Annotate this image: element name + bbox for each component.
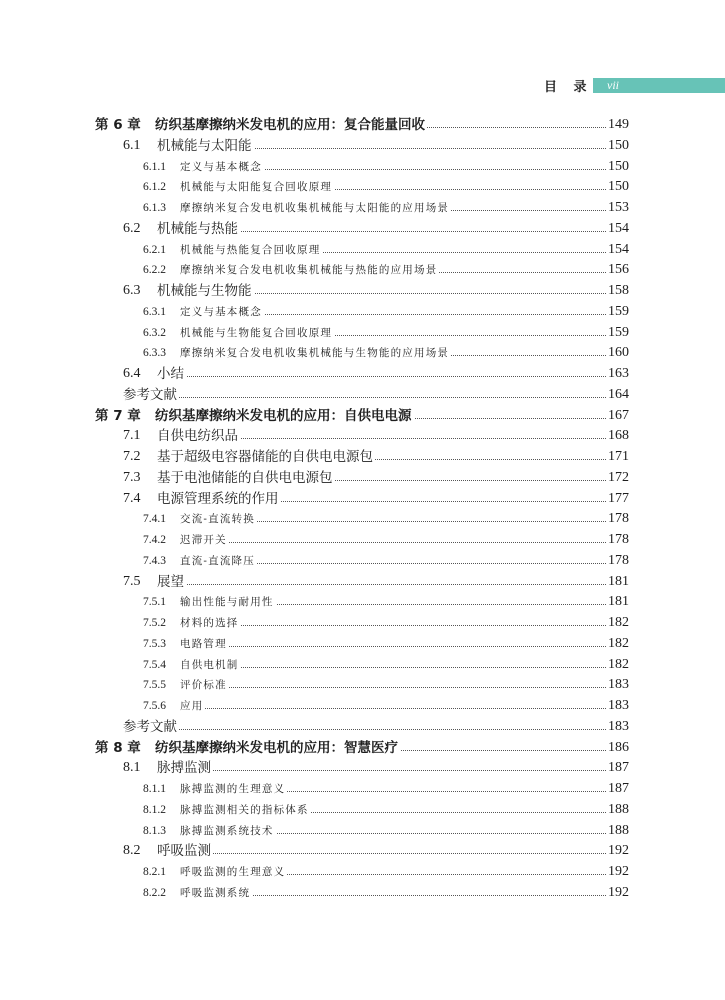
toc-entry-number: 7.4.2 <box>143 534 166 546</box>
toc-entry-section <box>0 136 725 156</box>
toc-entry-subsection <box>0 696 725 716</box>
toc-entry-subsection <box>0 323 725 343</box>
toc-entry-title: 脉搏监测的生理意义 <box>180 779 287 799</box>
toc-entry-page: 187 <box>606 758 629 778</box>
running-header-title: 目 录 <box>544 80 593 95</box>
toc-entry-title: 机械能与热能复合回收原理 <box>180 240 322 260</box>
toc-entry-title: 呼吸监测系统 <box>180 883 252 903</box>
toc-entry-subsection <box>0 883 725 903</box>
toc-entry-subsection <box>0 800 725 820</box>
toc-entry-number: 6.1.2 <box>143 181 166 194</box>
toc-entry-title: 机械能与太阳能 <box>157 137 252 154</box>
toc-entry-page: 192 <box>606 841 629 861</box>
toc-entry-page: 158 <box>606 281 629 301</box>
toc-entry-subsection <box>0 862 725 882</box>
toc-entry-page: 168 <box>606 426 629 446</box>
toc-entry-number: 7.5.5 <box>143 679 166 692</box>
toc-entry-title: 摩擦纳米复合发电机收集机械能与生物能的应用场景 <box>180 343 451 363</box>
toc-entry-title: 直流-直流降压 <box>180 551 257 571</box>
toc-entry-page: 182 <box>606 613 629 633</box>
toc-entry-number: 7.5.3 <box>143 637 166 650</box>
toc-entry-number: 6.3.1 <box>143 305 166 318</box>
toc-entry-subsection <box>0 675 725 695</box>
toc-entry-subsection <box>0 530 725 550</box>
toc-entry-page: 183 <box>606 717 629 737</box>
toc-entry-page: 164 <box>606 385 629 405</box>
toc-entry-page: 186 <box>606 738 629 758</box>
toc-entry-subsection <box>0 634 725 654</box>
toc-entry-chapter <box>0 406 725 426</box>
toc-entry-number: 8.1.2 <box>143 803 166 816</box>
toc-entry-number: 8.1.1 <box>143 783 166 795</box>
toc-entry-section <box>0 219 725 239</box>
toc-entry-title: 呼吸监测 <box>157 843 211 860</box>
toc-entry-number: 6.1 <box>123 137 141 153</box>
toc-entry-number: 7.1 <box>123 428 141 444</box>
dot-leader <box>130 397 628 398</box>
toc-entry-subsection <box>0 302 725 322</box>
toc-entry-page: 178 <box>606 530 629 550</box>
toc-entry-page: 178 <box>606 551 629 571</box>
toc-entry-page: 159 <box>606 323 629 343</box>
toc-entry-title: 纺织基摩擦纳米发电机的应用：智慧医疗 <box>155 739 398 756</box>
toc-entry-page: 192 <box>606 883 629 903</box>
toc-entry-subsection <box>0 551 725 571</box>
toc-entry-number: 6.2.2 <box>143 264 166 277</box>
toc-entry-page: 160 <box>606 343 629 363</box>
toc-entry-page: 150 <box>606 177 629 197</box>
toc-entry-title: 脉搏监测系统技术 <box>180 821 276 841</box>
toc-entry-page: 183 <box>606 675 629 695</box>
toc-entry-page: 154 <box>606 219 629 239</box>
toc-entry-title: 输出性能与耐用性 <box>180 592 276 612</box>
page-number: vii <box>607 78 619 92</box>
toc-entry-title: 自供电机制 <box>180 655 241 675</box>
toc-entry-number: 6.3 <box>123 283 141 298</box>
dot-leader <box>160 376 628 377</box>
toc-entry-number: 第 8 章 <box>95 739 141 756</box>
toc-entry-subsection <box>0 509 725 529</box>
toc-entry-page: 167 <box>606 406 629 426</box>
toc-entry-number: 6.2 <box>123 220 141 236</box>
toc-entry-page: 159 <box>606 302 629 322</box>
toc-entry-page: 153 <box>606 198 629 218</box>
toc-entry-number: 8.2 <box>123 843 141 859</box>
toc-entry-title: 评价标准 <box>180 675 229 695</box>
toc-entry-title: 材料的选择 <box>180 613 241 633</box>
dot-leader <box>185 625 628 626</box>
toc-entry-page: 171 <box>606 447 629 467</box>
toc-entry-title: 定义与基本概念 <box>180 157 264 177</box>
dot-leader <box>185 646 628 647</box>
toc-entry-title: 机械能与热能 <box>157 220 238 237</box>
toc-entry-page: 149 <box>606 115 629 135</box>
toc-entry-page: 187 <box>606 779 629 799</box>
toc-entry-number: 7.5.2 <box>143 617 166 629</box>
toc-entry-number: 7.5.1 <box>143 596 166 609</box>
toc-entry-subsection <box>0 592 725 612</box>
toc-entry-section <box>0 489 725 509</box>
toc-entry-page: 163 <box>606 364 629 384</box>
toc-entry-references <box>0 385 725 405</box>
toc-entry-title: 电路管理 <box>180 634 229 654</box>
toc-entry-section <box>0 447 725 467</box>
toc-entry-number: 6.1.3 <box>143 202 166 214</box>
toc-entry-title: 纺织基摩擦纳米发电机的应用：复合能量回收 <box>155 117 425 133</box>
toc-entry-title: 机械能与太阳能复合回收原理 <box>180 177 334 197</box>
toc-entry-number: 8.1 <box>123 760 141 776</box>
toc-entry-page: 177 <box>606 489 629 509</box>
toc-entry-section <box>0 841 725 861</box>
toc-entry-number: 7.2 <box>123 449 141 464</box>
toc-entry-subsection <box>0 260 725 280</box>
dot-leader <box>160 584 628 585</box>
toc-entry-subsection <box>0 613 725 633</box>
toc-entry-page: 178 <box>606 509 629 529</box>
dot-leader <box>185 667 628 668</box>
toc-entry-title: 呼吸监测的生理意义 <box>180 862 287 882</box>
toc-entry-page: 156 <box>606 260 629 280</box>
dot-leader <box>185 708 628 709</box>
toc-entry-title: 自供电纺织品 <box>157 428 238 445</box>
toc-entry-title: 脉搏监测相关的指标体系 <box>180 800 311 820</box>
toc-entry-section <box>0 281 725 301</box>
toc-entry-page: 181 <box>606 572 629 592</box>
toc-entry-number: 8.2.1 <box>143 866 166 878</box>
toc-entry-page: 192 <box>606 862 629 882</box>
toc-entry-title: 参考文献 <box>123 718 177 735</box>
toc-entry-number: 8.2.2 <box>143 886 166 899</box>
toc-entry-subsection <box>0 157 725 177</box>
toc-entry-chapter <box>0 738 725 758</box>
toc-entry-page: 150 <box>606 157 629 177</box>
toc-entry-page: 172 <box>606 468 629 488</box>
toc-entry-title: 脉搏监测 <box>157 760 211 777</box>
toc-entry-subsection <box>0 198 725 218</box>
toc-entry-page: 154 <box>606 240 629 260</box>
toc-entry-number: 6.3.2 <box>143 326 166 339</box>
toc-entry-number: 7.3 <box>123 469 141 485</box>
toc-entry-page: 182 <box>606 634 629 654</box>
toc-entry-subsection <box>0 821 725 841</box>
toc-entry-page: 150 <box>606 136 629 156</box>
toc-entry-number: 7.5.4 <box>143 658 166 671</box>
toc-entry-title: 小结 <box>157 366 184 382</box>
toc-entry-title: 迟滞开关 <box>180 530 229 550</box>
toc-entry-number: 8.1.3 <box>143 824 166 837</box>
toc-entry-title: 基于电池储能的自供电电源包 <box>157 469 333 486</box>
toc-entry-title: 机械能与生物能 <box>157 283 252 299</box>
toc-entry-title: 交流-直流转换 <box>180 509 257 529</box>
toc-entry-section <box>0 572 725 592</box>
toc-entry-number: 7.5.6 <box>143 700 166 712</box>
toc-entry-page: 182 <box>606 655 629 675</box>
toc-entry-title: 摩擦纳米复合发电机收集机械能与太阳能的应用场景 <box>180 198 451 218</box>
dot-leader <box>185 542 628 543</box>
dot-leader <box>160 770 628 771</box>
toc-entry-number: 6.2.1 <box>143 243 166 256</box>
toc-entry-number: 6.1.1 <box>143 160 166 173</box>
toc-entry-number: 6.3.3 <box>143 347 166 360</box>
toc-entry-number: 7.4.3 <box>143 554 166 567</box>
toc-entry-references <box>0 717 725 737</box>
toc-entry-number: 第 7 章 <box>95 407 141 424</box>
dot-leader <box>160 853 628 854</box>
toc-entry-title: 定义与基本概念 <box>180 302 264 322</box>
toc-entry-title: 参考文献 <box>123 386 177 403</box>
toc-entry-title: 展望 <box>157 573 184 590</box>
toc-entry-title: 应用 <box>180 696 205 716</box>
toc-entry-subsection <box>0 177 725 197</box>
toc-entry-chapter <box>0 115 725 135</box>
toc-entry-number: 7.5 <box>123 573 141 589</box>
dot-leader <box>185 687 628 688</box>
toc-entry-subsection <box>0 655 725 675</box>
toc-entry-subsection <box>0 779 725 799</box>
toc-entry-section <box>0 468 725 488</box>
dot-leader <box>130 729 628 730</box>
toc-entry-title: 机械能与生物能复合回收原理 <box>180 323 334 343</box>
toc-entry-section <box>0 426 725 446</box>
toc-entry-section <box>0 364 725 384</box>
toc-entry-number: 7.4 <box>123 490 141 506</box>
toc-entry-number: 6.4 <box>123 366 141 381</box>
toc-entry-page: 181 <box>606 592 629 612</box>
toc-entry-page: 188 <box>606 800 629 820</box>
toc-entry-page: 188 <box>606 821 629 841</box>
toc-entry-title: 纺织基摩擦纳米发电机的应用：自供电电源 <box>155 407 412 424</box>
toc-entry-section <box>0 758 725 778</box>
toc-entry-number: 第 6 章 <box>95 117 141 133</box>
toc-entry-title: 摩擦纳米复合发电机收集机械能与热能的应用场景 <box>180 260 439 280</box>
toc-entry-subsection <box>0 343 725 363</box>
toc-entry-number: 7.4.1 <box>143 513 166 526</box>
toc-entry-subsection <box>0 240 725 260</box>
toc-entry-title: 基于超级电容器储能的自供电电源包 <box>157 449 373 465</box>
toc-entry-page: 183 <box>606 696 629 716</box>
toc-entry-title: 电源管理系统的作用 <box>157 490 279 507</box>
